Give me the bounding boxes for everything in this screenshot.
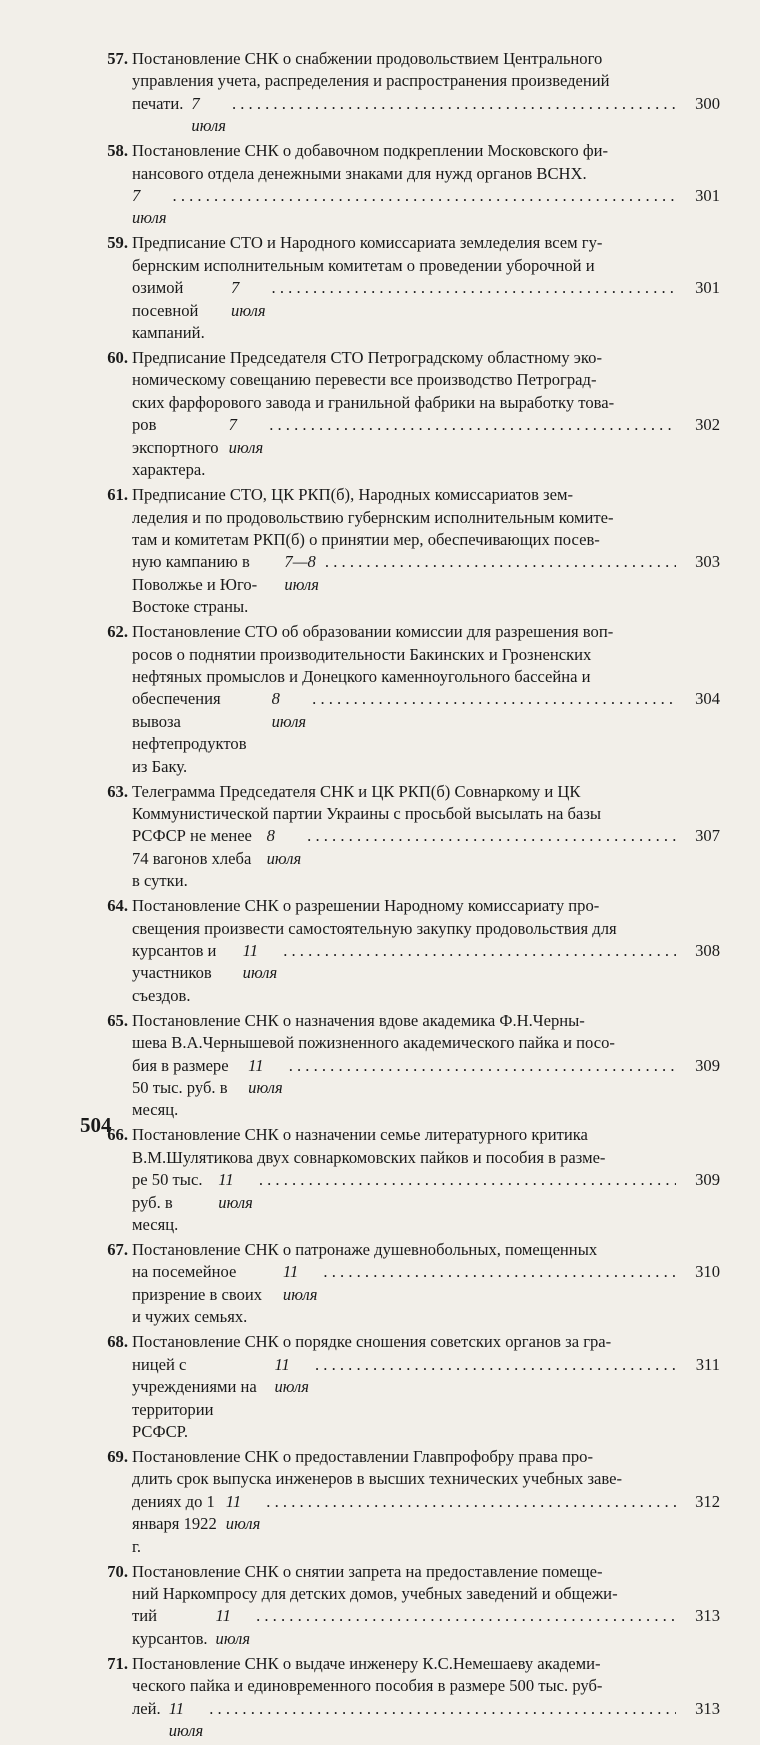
entry-text-line: ную кампанию в Поволжье и Юго-Востоке страны. <box>132 552 258 617</box>
dot-leader <box>307 825 676 847</box>
entry-last-line <box>132 1605 720 1650</box>
dot-leader <box>232 93 676 115</box>
entry-text-line: свещения произвести самостоятельную закупку продовольствия для <box>132 918 617 938</box>
dot-leader <box>325 551 676 573</box>
dot-leader <box>269 414 676 436</box>
entry-text-line: нансового отдела денежными знаками для нужд органов ВСНХ. <box>132 163 587 183</box>
entry-last-line <box>132 1169 720 1236</box>
entry-date: 11 июля <box>168 1698 204 1740</box>
entry-text-line: Коммунистической партии Украины с просьбой высылать на базы <box>132 803 602 823</box>
dot-leader <box>266 1491 676 1513</box>
dot-leader <box>259 1169 676 1191</box>
entry-page-number: 309 <box>695 1055 720 1075</box>
entry-page-number: 302 <box>695 415 720 435</box>
entry-text-line: Постановление СНК о назначения вдове академика Ф.Н.Черны- <box>132 1010 585 1030</box>
dot-leader <box>315 1354 676 1376</box>
entry-text-line: ских фарфорового завода и гранильной фабрики на выработку това- <box>132 392 615 412</box>
entry-page-number: 313 <box>695 1606 720 1626</box>
toc-entry <box>84 1446 720 1558</box>
entry-last-line <box>132 1354 720 1444</box>
entry-text-line: Постановление СНК о выдаче инженеру К.С.Немешаеву академи- <box>132 1653 601 1673</box>
page-number: 504 <box>80 1113 112 1137</box>
entry-date: 8 июля <box>266 826 302 868</box>
entry-date: 11 июля <box>248 1055 283 1098</box>
entry-last-line <box>132 825 720 892</box>
entry-page-number: 300 <box>695 93 720 113</box>
dot-leader <box>289 1055 676 1077</box>
dot-leader <box>272 277 676 299</box>
entry-number: 59. <box>107 233 128 253</box>
entry-text-line: Постановление СНК о разрешении Народному комиссариату про- <box>132 896 600 916</box>
entry-page-number: 312 <box>695 1491 720 1511</box>
toc-entry <box>84 1653 720 1743</box>
entry-text-line: нефтяных промыслов и Донецкого каменноугольного бассейна и <box>132 666 591 686</box>
dot-leader <box>283 940 676 962</box>
entry-last-line <box>132 1261 720 1328</box>
entry-last-line <box>132 551 720 618</box>
entry-text-line: Постановление СНК о добавочном подкреплении Московского фи- <box>132 141 609 161</box>
entry-number: 68. <box>107 1332 128 1352</box>
entry-text-line: шева В.А.Чернышевой пожизненного академического пайка и посо- <box>132 1033 615 1053</box>
toc-entry <box>84 1331 720 1443</box>
entry-last-line <box>132 277 720 344</box>
entry-text-line: печати. <box>132 93 184 113</box>
entry-number: 60. <box>107 348 128 368</box>
entry-page-number: 304 <box>695 689 720 709</box>
entry-text-line: номическому совещанию перевести все производство Петроград- <box>132 370 597 390</box>
entry-text-line: на посемейное призрение в своих и чужих семьях. <box>132 1262 263 1327</box>
dot-leader <box>209 1698 676 1720</box>
entry-text-line: лей. <box>132 1698 161 1718</box>
entry-date: 7—8 июля <box>284 552 319 594</box>
toc-entry <box>84 621 720 778</box>
entry-text-line: обеспечения вывоза нефтепродуктов из Баку. <box>132 689 247 776</box>
entry-last-line <box>132 93 720 138</box>
entry-last-line <box>132 414 720 481</box>
entry-text-line: бернским исполнительным комитетам о проведении уборочной и <box>132 255 595 275</box>
entry-text-line: бия в размере 50 тыс. руб. в месяц. <box>132 1055 229 1120</box>
toc-entry <box>84 1124 720 1236</box>
entry-page-number: 311 <box>695 1354 720 1374</box>
toc-entry <box>84 232 720 344</box>
entry-date: 11 июля <box>242 941 278 983</box>
entry-last-line <box>132 940 720 1007</box>
entry-text-line: ний Наркомпросу для детских домов, учебных заведений и общежи- <box>132 1583 618 1603</box>
dot-leader <box>323 1261 676 1283</box>
entry-number: 57. <box>107 49 128 68</box>
entry-text-line: Предписание Председателя СТО Петроградскому областному эко- <box>132 348 602 368</box>
entry-page-number: 310 <box>695 1262 720 1282</box>
entry-text-line: Предписание СТО и Народного комиссариата земледелия всем гу- <box>132 233 603 253</box>
entry-text-line: тий курсантов. <box>132 1606 208 1648</box>
entry-number: 70. <box>107 1561 128 1581</box>
entry-date: 11 июля <box>225 1491 261 1534</box>
entry-date: 11 июля <box>218 1170 253 1212</box>
entry-text-line: В.М.Шулятикова двух совнаркомовских пайков и пособия в разме- <box>132 1147 606 1167</box>
entry-number: 65. <box>107 1010 128 1030</box>
toc-entry <box>84 895 720 1007</box>
entry-page-number: 308 <box>695 941 720 960</box>
entry-text-line: Постановление СНК о предоставлении Главпрофобру права про- <box>132 1446 594 1466</box>
entry-number: 66. <box>107 1125 128 1145</box>
entry-text-line: Постановление СНК о назначении семье литературного критика <box>132 1125 588 1145</box>
toc-entry <box>84 1561 720 1651</box>
entry-last-line <box>132 1055 720 1122</box>
entry-date: 11 июля <box>215 1606 251 1648</box>
entry-date: 7 июля <box>231 278 266 320</box>
entry-text-line: ницей с учреждениями на территории РСФСР. <box>132 1354 257 1441</box>
entry-number: 62. <box>107 622 128 642</box>
entry-text-line: Постановление СНК о патронаже душевнобольных, помещенных <box>132 1240 598 1260</box>
entry-date: 7 июля <box>132 186 167 228</box>
entry-page-number: 307 <box>695 826 720 846</box>
entry-text-line: Телеграмма Председателя СНК и ЦК РКП(б) Совнаркому и ЦК <box>132 781 581 801</box>
toc-entry <box>84 48 720 138</box>
entry-date: 7 июля <box>191 93 226 136</box>
entry-text-line: ров экспортного характера. <box>132 415 219 480</box>
entry-date: 7 июля <box>228 415 264 457</box>
entry-text-line: курсантов и участников съездов. <box>132 941 217 1005</box>
entry-number: 58. <box>107 141 128 161</box>
entry-number: 61. <box>107 485 128 505</box>
entry-number: 69. <box>107 1446 128 1466</box>
entry-page-number: 301 <box>695 186 720 206</box>
entry-text-line: Предписание СТО, ЦК РКП(б), Народных комиссариатов зем- <box>132 485 574 505</box>
entry-date: 11 июля <box>282 1262 318 1304</box>
entry-number: 67. <box>107 1240 128 1260</box>
toc-entry <box>84 484 720 618</box>
entry-text-line: росов о поднятии производительности Бакинских и Грозненских <box>132 644 592 664</box>
entry-date: 8 июля <box>271 689 307 731</box>
entry-number: 71. <box>107 1653 128 1673</box>
entry-text-line: дениях до 1 января 1922 г. <box>132 1491 217 1556</box>
entry-last-line <box>132 688 720 778</box>
entry-text-line: РСФСР не менее 74 вагонов хлеба в сутки. <box>132 826 252 891</box>
dot-leader <box>173 185 676 207</box>
entry-page-number: 309 <box>695 1170 720 1190</box>
table-of-contents <box>84 48 720 1745</box>
toc-entry <box>84 140 720 230</box>
entry-number: 63. <box>107 781 128 801</box>
entry-page-number: 301 <box>695 278 720 298</box>
dot-leader <box>256 1605 676 1627</box>
entry-number: 64. <box>107 896 128 916</box>
toc-entry <box>84 1010 720 1122</box>
entry-page-number: 303 <box>695 552 720 572</box>
entry-text-line: Постановление СНК о снятии запрета на предоставление помеще- <box>132 1561 603 1581</box>
entry-text-line: Постановление СНК о снабжении продовольствием Центрального <box>132 49 603 68</box>
entry-text-line: управления учета, распределения и распространения произведений <box>132 71 610 91</box>
entry-text-line: озимой посевной кампаний. <box>132 278 205 343</box>
entry-page-number: 313 <box>695 1698 720 1718</box>
entry-date: 11 июля <box>274 1354 309 1397</box>
entry-last-line <box>132 1491 720 1558</box>
entry-text-line: леделия и по продовольствию губернским исполнительным комите- <box>132 507 614 527</box>
entry-text-line: Постановление СНК о порядке сношения советских органов за гра- <box>132 1332 612 1352</box>
toc-entry <box>84 1239 720 1329</box>
entry-last-line <box>132 1698 720 1743</box>
entry-text-line: Постановление СТО об образовании комиссии для разрешения воп- <box>132 622 614 642</box>
entry-last-line <box>132 185 720 230</box>
entry-text-line: там и комитетам РКП(б) о принятии мер, обеспечивающих посев- <box>132 529 600 549</box>
toc-entry <box>84 781 720 893</box>
dot-leader <box>312 688 676 710</box>
entry-text-line: ческого пайка и единовременного пособия в размере 500 тыс. руб- <box>132 1676 603 1696</box>
entry-text-line: ре 50 тыс. руб. в месяц. <box>132 1170 203 1235</box>
entry-text-line: длить срок выпуска инженеров в высших технических учебных заве- <box>132 1469 623 1489</box>
toc-entry <box>84 347 720 481</box>
